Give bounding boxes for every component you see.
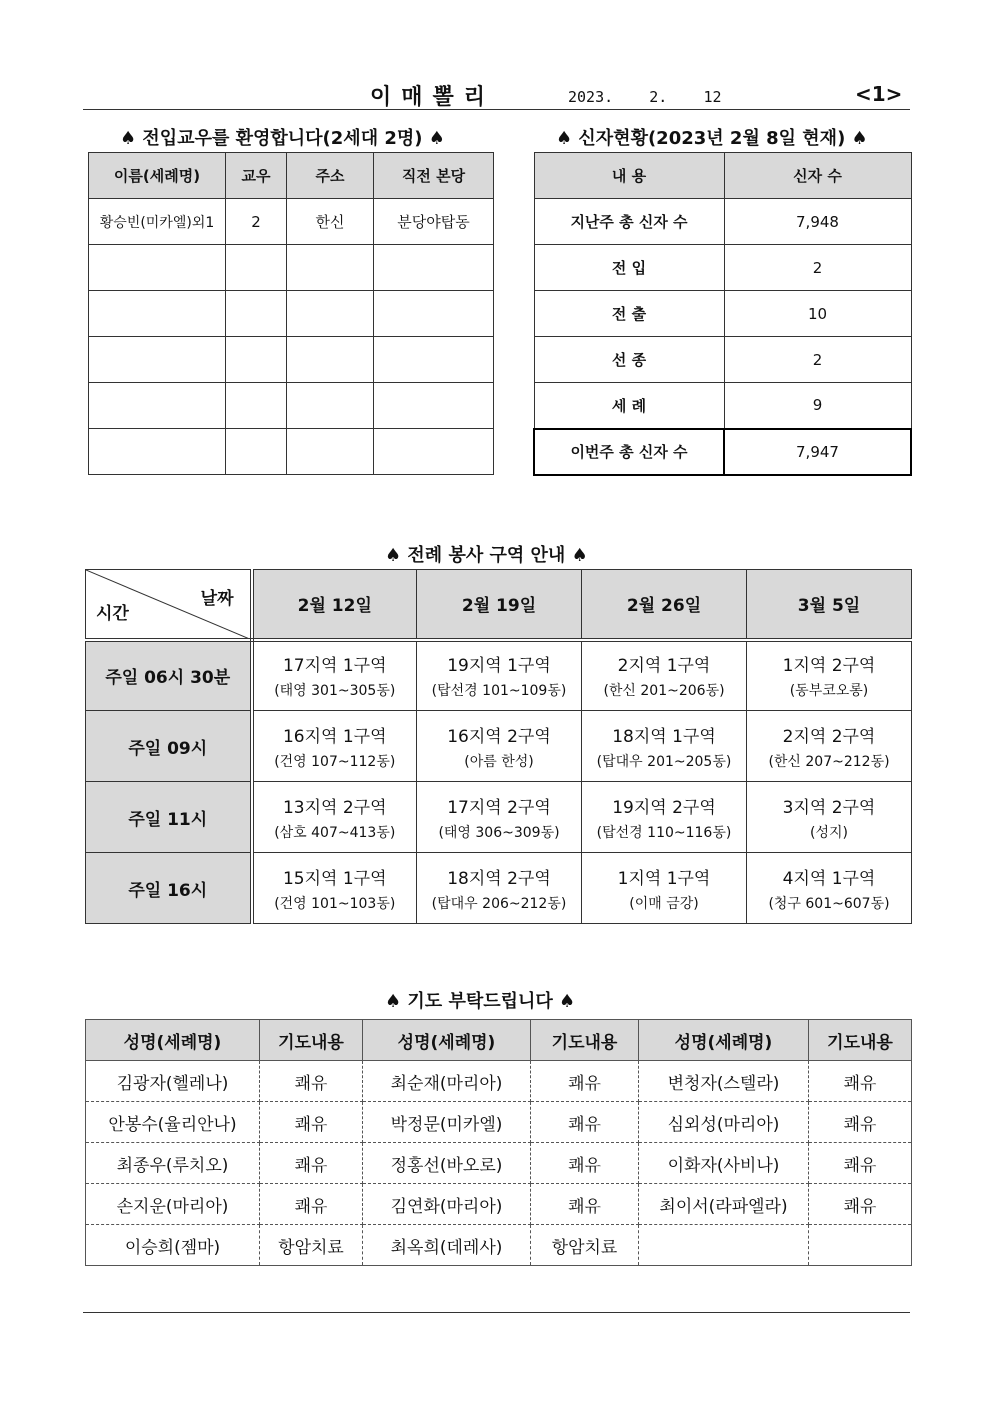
zone-detail: (청구 601~607동) [768, 895, 890, 912]
zone-cell [417, 853, 582, 924]
prayer-heading: ♠ 기도 부탁드립니다 ♠ [385, 991, 576, 1012]
zone-detail: (건영 107~112동) [274, 753, 396, 770]
mass-time: 주일 09시 [86, 711, 252, 782]
table-cell [374, 337, 494, 383]
person-name: 이화자(사비나) [639, 1143, 809, 1184]
table-row [89, 429, 494, 475]
col-header: 기도내용 [809, 1020, 912, 1061]
prayer-intention: 쾌유 [809, 1143, 912, 1184]
person-name: 최옥희(데레사) [363, 1225, 531, 1266]
zone-name: 2지역 1구역 [617, 656, 711, 677]
table-cell: 2 [226, 199, 287, 245]
prayer-intention: 쾌유 [809, 1102, 912, 1143]
prayer-intention: 쾌유 [809, 1061, 912, 1102]
col-header: 이름(세례명) [89, 153, 226, 199]
member-stat-value: 10 [724, 291, 911, 337]
person-name: 변청자(스텔라) [639, 1061, 809, 1102]
schedule-header-row [86, 570, 912, 640]
zone-detail: (성지) [810, 824, 848, 841]
prayer-intention: 쾌유 [809, 1184, 912, 1225]
zone-cell [252, 640, 417, 711]
schedule-row [86, 640, 912, 711]
table-cell: 분당야탑동 [374, 199, 494, 245]
prayer-intention: 쾌유 [260, 1061, 363, 1102]
zone-detail: (탑선경 101~109동) [431, 683, 567, 700]
person-name: 최이서(라파엘라) [639, 1184, 809, 1225]
prayer-intention: 항암치료 [531, 1225, 639, 1266]
col-header: 성명(세례명) [86, 1020, 260, 1061]
zone-cell [582, 853, 747, 924]
prayer-row [86, 1143, 912, 1184]
newcomers-header-row [89, 153, 494, 199]
col-header: 기도내용 [260, 1020, 363, 1061]
table-row [534, 383, 911, 429]
person-name: 심외성(마리아) [639, 1102, 809, 1143]
date-header: 2월 26일 [582, 570, 747, 640]
person-name: 박정문(미카엘) [363, 1102, 531, 1143]
mass-time: 주일 16시 [86, 853, 252, 924]
prayer-intention: 항암치료 [260, 1225, 363, 1266]
table-row [534, 245, 911, 291]
member-stat-label: 전 출 [534, 291, 724, 337]
table-cell [374, 291, 494, 337]
corner-date-label: 날짜 [200, 589, 234, 609]
bulletin-date: 2023. 2. 12 [568, 88, 722, 106]
footer-rule [83, 1312, 910, 1313]
col-header: 기도내용 [531, 1020, 639, 1061]
schedule-corner-cell [86, 570, 252, 640]
person-name: 김연화(마리아) [363, 1184, 531, 1225]
header-rule [83, 109, 910, 110]
members-table [533, 152, 912, 476]
zone-cell [417, 782, 582, 853]
zone-name: 1지역 2구역 [782, 656, 876, 677]
member-stat-label: 선 종 [534, 337, 724, 383]
zone-detail: (아름 한성) [464, 753, 534, 770]
zone-cell [417, 640, 582, 711]
prayer-intention: 쾌유 [260, 1102, 363, 1143]
table-cell [226, 383, 287, 429]
table-cell [89, 383, 226, 429]
zone-detail: (한신 207~212동) [768, 753, 890, 770]
col-header: 성명(세례명) [639, 1020, 809, 1061]
person-name: 김광자(헬레나) [86, 1061, 260, 1102]
mass-time: 주일 06시 30분 [86, 640, 252, 711]
zone-cell [252, 853, 417, 924]
prayer-row [86, 1225, 912, 1266]
table-cell: 한신 [287, 199, 374, 245]
zone-cell [252, 711, 417, 782]
table-cell [89, 245, 226, 291]
member-stat-label: 세 례 [534, 383, 724, 429]
zone-name: 17지역 2구역 [447, 797, 551, 818]
prayer-intention: 쾌유 [531, 1061, 639, 1102]
schedule-heading: ♠ 전례 봉사 구역 안내 ♠ [385, 545, 588, 566]
member-stat-value: 7,948 [724, 199, 911, 245]
prayer-row [86, 1102, 912, 1143]
table-row [534, 199, 911, 245]
table-cell [226, 291, 287, 337]
zone-detail: (탑대우 206~212동) [431, 895, 567, 912]
person-name: 안봉수(율리안나) [86, 1102, 260, 1143]
col-header: 내 용 [534, 153, 724, 199]
zone-name: 2지역 2구역 [782, 726, 876, 747]
zone-cell [582, 640, 747, 711]
zone-name: 19지역 2구역 [612, 797, 716, 818]
zone-cell [252, 782, 417, 853]
members-heading: ♠ 신자현황(2023년 2월 8일 현재) ♠ [556, 128, 868, 149]
zone-name: 18지역 2구역 [447, 868, 551, 889]
prayer-row [86, 1061, 912, 1102]
schedule-row [86, 853, 912, 924]
zone-cell [417, 711, 582, 782]
person-name: 최순재(마리아) [363, 1061, 531, 1102]
schedule-table [85, 569, 912, 924]
zone-name: 19지역 1구역 [447, 656, 551, 677]
table-cell: 황승빈(미카엘)외1 [89, 199, 226, 245]
zone-detail: (삼호 407~413동) [274, 824, 396, 841]
zone-detail: (태영 301~305동) [274, 683, 396, 700]
table-cell [287, 291, 374, 337]
zone-name: 13지역 2구역 [282, 797, 387, 818]
table-cell [89, 291, 226, 337]
member-stat-value: 2 [724, 245, 911, 291]
prayer-header-row [86, 1020, 912, 1061]
table-cell [89, 429, 226, 475]
zone-detail: (건영 101~103동) [274, 895, 396, 912]
table-cell [226, 337, 287, 383]
prayer-row [86, 1184, 912, 1225]
table-row [89, 245, 494, 291]
prayer-table [85, 1019, 912, 1266]
zone-detail: (태영 306~309동) [438, 824, 560, 841]
member-stat-label: 지난주 총 신자 수 [534, 199, 724, 245]
table-row [89, 199, 494, 245]
person-name: 이승희(젬마) [86, 1225, 260, 1266]
table-cell [287, 383, 374, 429]
person-name: 최종우(루치오) [86, 1143, 260, 1184]
prayer-intention: 쾌유 [531, 1102, 639, 1143]
col-header: 주소 [287, 153, 374, 199]
table-row [534, 337, 911, 383]
prayer-intention [809, 1225, 912, 1266]
table-row [534, 291, 911, 337]
page-number: <1> [855, 82, 903, 106]
zone-name: 4지역 1구역 [782, 868, 876, 889]
zone-detail: (동부코오롱) [789, 683, 869, 700]
zone-name: 3지역 2구역 [782, 797, 876, 818]
col-header: 교우 [226, 153, 287, 199]
zone-name: 16지역 1구역 [282, 726, 387, 747]
newcomers-table [88, 152, 494, 475]
person-name: 손지운(마리아) [86, 1184, 260, 1225]
zone-cell [747, 782, 912, 853]
member-stat-value: 9 [724, 383, 911, 429]
table-cell [374, 429, 494, 475]
member-stat-label: 이번주 총 신자 수 [534, 429, 724, 475]
zone-detail: (한신 201~206동) [603, 683, 725, 700]
zone-cell [747, 640, 912, 711]
mass-time: 주일 11시 [86, 782, 252, 853]
newcomers-heading: ♠ 전입교우를 환영합니다(2세대 2명) ♠ [120, 128, 445, 149]
zone-cell [582, 782, 747, 853]
zone-name: 15지역 1구역 [282, 868, 387, 889]
corner-time-label: 시간 [96, 603, 129, 624]
prayer-intention: 쾌유 [260, 1184, 363, 1225]
table-cell [287, 429, 374, 475]
schedule-row [86, 711, 912, 782]
date-header: 2월 19일 [417, 570, 582, 640]
col-header: 성명(세례명) [363, 1020, 531, 1061]
bulletin-title: 이매뽈리 [370, 85, 496, 110]
date-header: 3월 5일 [747, 570, 912, 640]
zone-name: 17지역 1구역 [282, 656, 387, 677]
members-header-row [534, 153, 911, 199]
prayer-intention: 쾌유 [531, 1184, 639, 1225]
col-header: 직전 본당 [374, 153, 494, 199]
zone-name: 1지역 1구역 [617, 868, 711, 889]
zone-detail: (탑선경 110~116동) [596, 824, 732, 841]
prayer-intention: 쾌유 [260, 1143, 363, 1184]
zone-cell [582, 711, 747, 782]
schedule-row [86, 782, 912, 853]
member-stat-value: 2 [724, 337, 911, 383]
table-cell [287, 337, 374, 383]
table-cell [226, 429, 287, 475]
table-cell [374, 383, 494, 429]
table-cell [374, 245, 494, 291]
prayer-intention: 쾌유 [531, 1143, 639, 1184]
zone-cell [747, 853, 912, 924]
table-row [534, 429, 911, 475]
zone-name: 16지역 2구역 [447, 726, 551, 747]
date-header: 2월 12일 [252, 570, 417, 640]
table-row [89, 291, 494, 337]
zone-cell [747, 711, 912, 782]
table-cell [226, 245, 287, 291]
zone-name: 18지역 1구역 [612, 726, 716, 747]
col-header: 신자 수 [724, 153, 911, 199]
table-cell [89, 337, 226, 383]
zone-detail: (탑대우 201~205동) [596, 753, 732, 770]
table-row [89, 383, 494, 429]
table-cell [287, 245, 374, 291]
member-stat-value: 7,947 [724, 429, 911, 475]
person-name [639, 1225, 809, 1266]
member-stat-label: 전 입 [534, 245, 724, 291]
table-row [89, 337, 494, 383]
person-name: 정홍선(바오로) [363, 1143, 531, 1184]
zone-detail: (이매 금강) [629, 895, 699, 912]
